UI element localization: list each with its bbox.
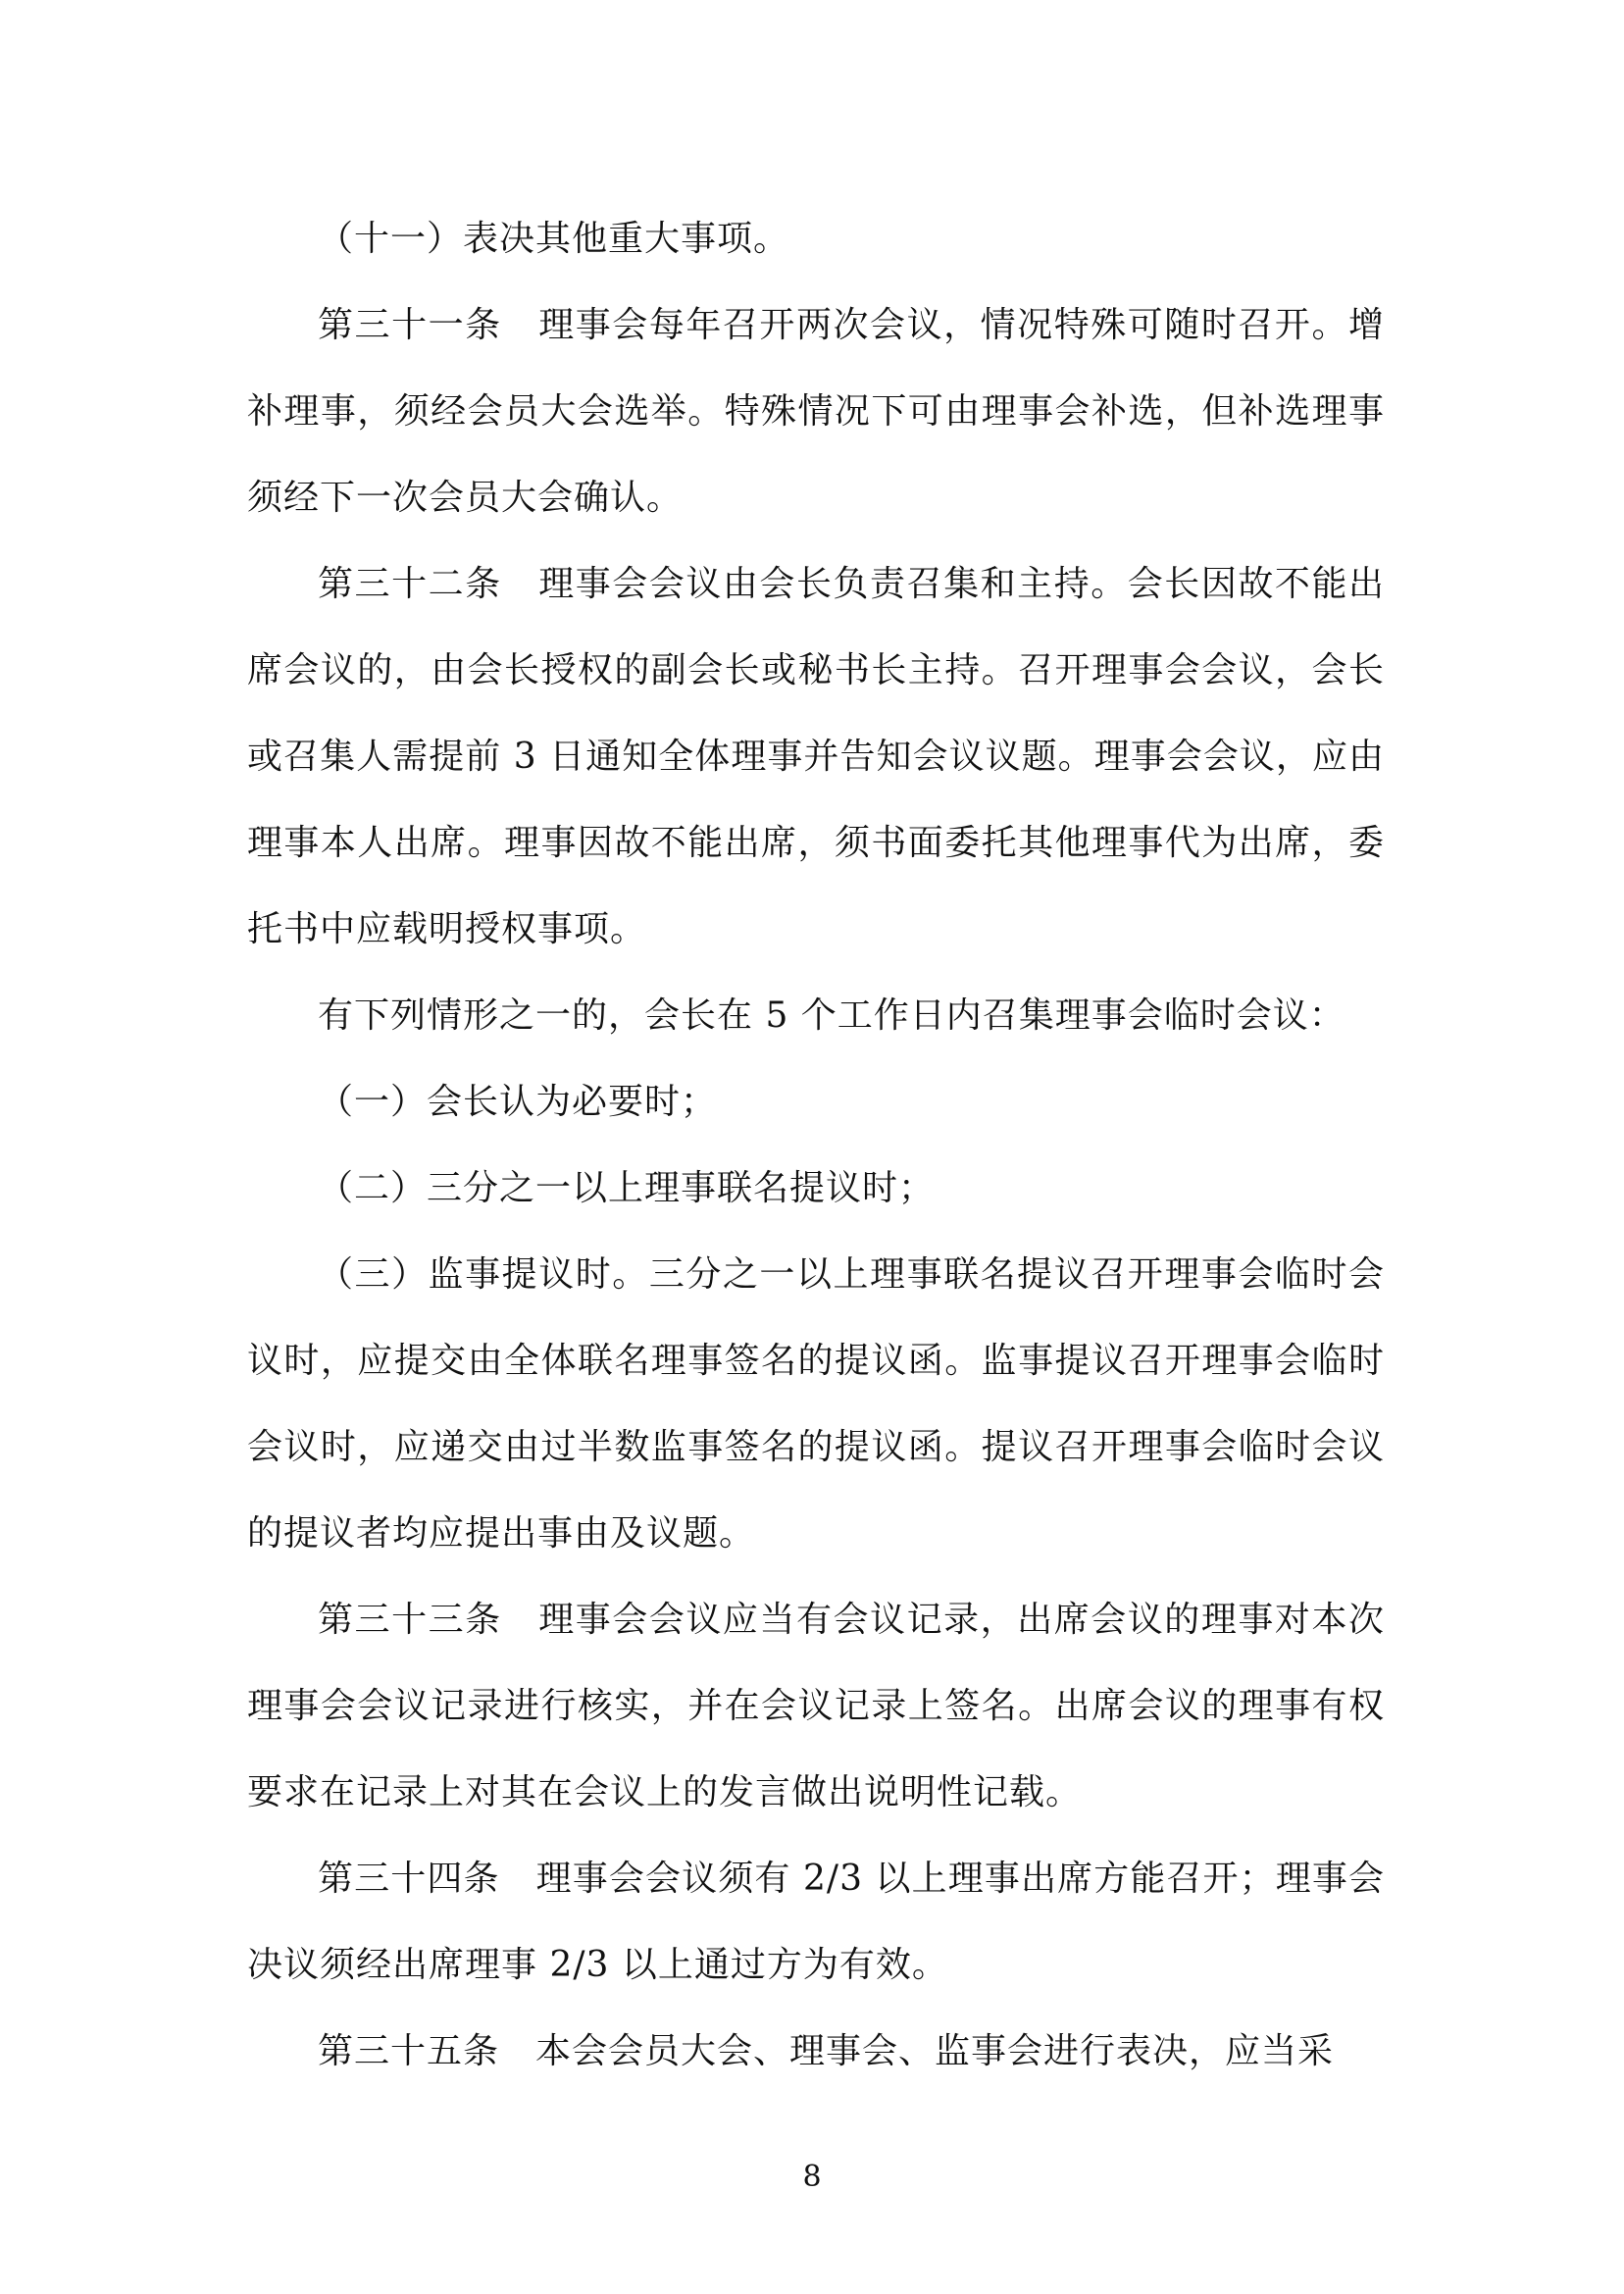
paragraph-article-35: 第三十五条 本会会员大会、理事会、监事会进行表决，应当采 [318, 2031, 1335, 2071]
paragraph-interim-item-2: （二）三分之一以上理事联名提议时； [318, 1168, 936, 1208]
paragraph-article-34: 第三十四条 理事会会议须有 2/3 以上理事出席方能召开；理事会决议须经出席理事 2/3 以上通过方为有效。 [247, 1859, 1385, 1985]
paragraph-article-31: 第三十一条 理事会每年召开两次会议，情况特殊可随时召开。增补理事，须经会员大会选举。特殊情况下可由理事会补选，但补选理事须经下一次会员大会确认。 [247, 305, 1385, 518]
paragraph-item-11: （十一）表决其他重大事项。 [318, 219, 790, 259]
paragraph-interim-item-3: （三）监事提议时。三分之一以上理事联名提议召开理事会临时会议时，应提交由全体联名理事签名的提议函。监事提议召开理事会临时会议时，应递交由过半数监事签名的提议函。提议召开理事会临时会议的提议者均应提出事由及议题。 [247, 1254, 1385, 1554]
document-body [247, 196, 1385, 2095]
paragraph-article-32: 第三十二条 理事会会议由会长负责召集和主持。会长因故不能出席会议的，由会长授权的副会长或秘书长主持。召开理事会会议，会长或召集人需提前 3 日通知全体理事并告知会议议题。理事会会议，应由理事本人出席。理事因故不能出席，须书面委托其他理事代为出席，委托书中应载明授权事项。 [247, 564, 1385, 949]
paragraph-interim-meeting-intro: 有下列情形之一的，会长在 5 个工作日内召集理事会临时会议： [318, 995, 1345, 1036]
paragraph-interim-item-1: （一）会长认为必要时； [318, 1082, 718, 1122]
paragraph-article-33: 第三十三条 理事会会议应当有会议记录，出席会议的理事对本次理事会会议记录进行核实，并在会议记录上签名。出席会议的理事有权要求在记录上对其在会议上的发言做出说明性记载。 [247, 1600, 1385, 1812]
page-number: 8 [802, 2160, 822, 2194]
